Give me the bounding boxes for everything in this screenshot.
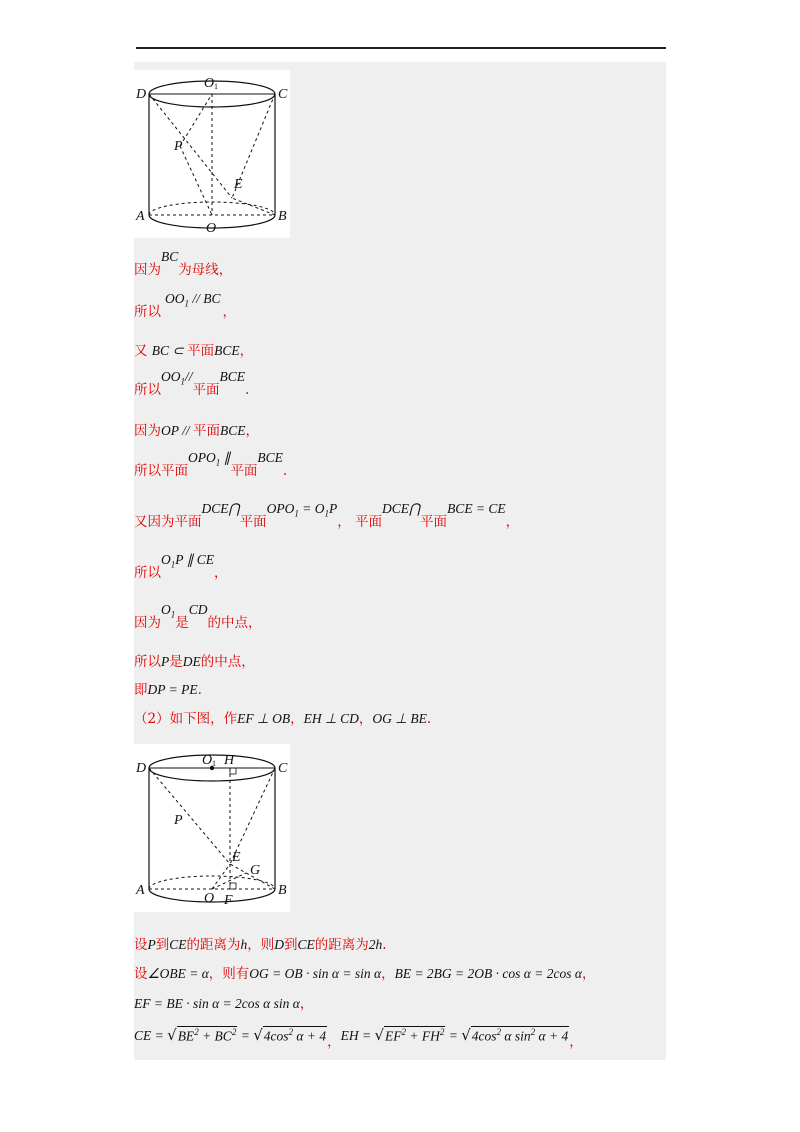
label-O1: O <box>204 76 215 91</box>
line-3: 又 BC ⊂ 平面BCE， <box>134 343 254 359</box>
cylinder-figure-1 <box>134 70 290 238</box>
label-C: C <box>278 87 288 102</box>
line-7: 又因为平面DCE⋂平面$OPO_1 = O_1P$， 平面DCE⋂平面BCE = CE， <box>134 501 520 530</box>
line-11: 即DP = PE. <box>134 682 202 698</box>
line-4: 所以$OO_1//$平面BCE. <box>134 369 250 398</box>
label-B: B <box>278 883 287 898</box>
label-F: F <box>224 893 233 908</box>
label-A: A <box>136 209 145 224</box>
label-O: O <box>206 221 217 236</box>
line-15: EF = BE · sin α = 2cos α sin α， <box>134 996 314 1012</box>
cylinder-diagram-1 <box>134 70 290 238</box>
line-1: 因为BC为母线， <box>134 249 233 278</box>
label-E: E <box>234 177 243 192</box>
line-9: 因为$O_1$是CD的中点， <box>134 602 262 631</box>
label-O1: O <box>202 753 213 768</box>
label-B: B <box>278 209 287 224</box>
cylinder-diagram-2 <box>134 744 290 912</box>
label-P: P <box>174 813 183 828</box>
line-6: 所以平面$OPO_1$ ∥平面BCE. <box>134 450 288 479</box>
label-O: O <box>204 891 215 906</box>
label-E: E <box>232 850 241 865</box>
line-10: 所以P是DE的中点， <box>134 654 255 670</box>
label-O1-subscript: 1 <box>214 82 218 91</box>
label-P: P <box>174 139 183 154</box>
label-D: D <box>136 87 147 102</box>
label-C: C <box>278 761 288 776</box>
label-G: G <box>250 863 261 878</box>
line-5: 因为OP // 平面BCE， <box>134 423 260 439</box>
label-A: A <box>136 883 145 898</box>
line-8: 所以$O_1P$ ∥ CE， <box>134 552 228 581</box>
line-12: （2）如下图，作EF ⊥ OB，EH ⊥ CD，OG ⊥ BE. <box>134 711 432 727</box>
line-16: CE = $√BE^2 + BC^2 = √4\cos^2$ α + 4，EH = $√EF^2 + FH^2 = √4\cos^2$ α $\sin^2 \alpha + 4$， <box>134 1026 583 1050</box>
line-13: 设P到CE的距离为h，则D到CE的距离为2h. <box>134 937 387 953</box>
label-O1-subscript: 1 <box>212 759 216 768</box>
cylinder-figure-2 <box>134 744 290 912</box>
line-2: 所以$OO_1$ // BC， <box>134 291 237 320</box>
label-D: D <box>136 761 147 776</box>
header-rule <box>136 47 666 49</box>
line-14: 设∠OBE = α，则有OG = OB · sin α = sin α，BE = 2BG = 2OB · cos α = 2cos α， <box>134 966 596 982</box>
label-H: H <box>224 753 235 768</box>
